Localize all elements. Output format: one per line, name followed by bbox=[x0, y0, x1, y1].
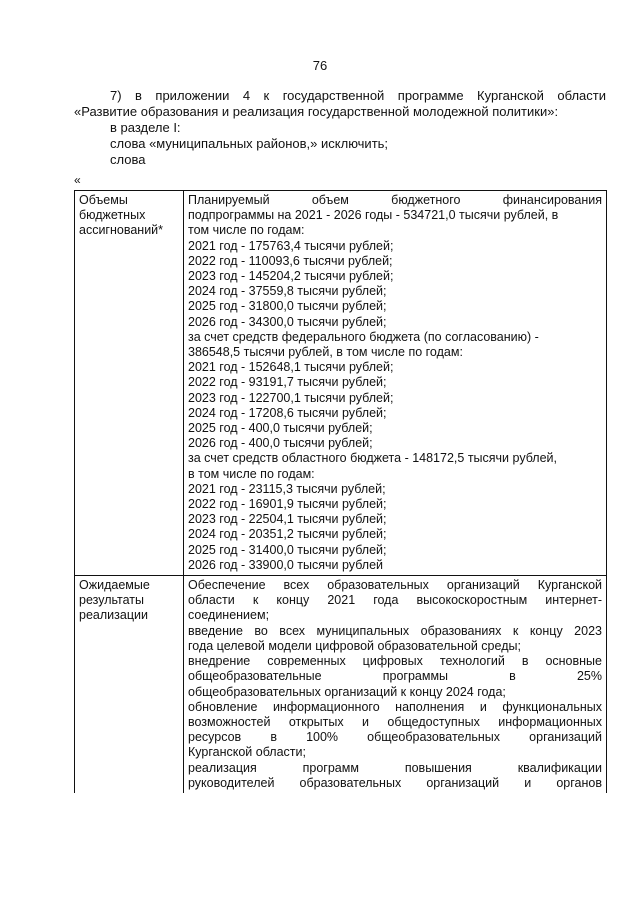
results-content-cell bbox=[184, 576, 607, 793]
results-line: введение во всех муниципальных образованиях к концу 2023 bbox=[188, 623, 602, 638]
results-line: возможностей открытых и общедоступных информационных bbox=[188, 714, 602, 729]
opening-quote: « bbox=[74, 173, 81, 187]
budget-table bbox=[74, 190, 607, 793]
budget-label-cell bbox=[75, 191, 184, 576]
budget-line: 2021 год - 175763,4 тысячи рублей; bbox=[188, 238, 394, 253]
results-label-cell bbox=[75, 576, 184, 793]
budget-line: 2023 год - 145204,2 тысячи рублей; bbox=[188, 269, 394, 284]
table-row-results bbox=[75, 576, 607, 793]
results-line: области к концу 2021 года высокоскоростным интернет- bbox=[188, 593, 602, 608]
results-line: соединением; bbox=[188, 608, 270, 623]
intro-line-5: слова bbox=[110, 152, 146, 167]
results-label-line: результаты bbox=[79, 593, 144, 608]
budget-line: подпрограммы на 2021 - 2026 годы - 534721,0 тысячи рублей, в bbox=[188, 208, 559, 223]
budget-label-line: Объемы bbox=[79, 193, 128, 207]
results-label-line: Ожидаемые bbox=[79, 578, 150, 593]
results-line: руководителей образовательных организаций и органов bbox=[188, 775, 602, 790]
results-line: общеобразовательных организаций к концу 2024 года; bbox=[188, 684, 506, 699]
intro-text bbox=[74, 88, 606, 168]
budget-line: 2022 год - 16901,9 тысячи рублей; bbox=[188, 497, 387, 512]
budget-line: 2026 год - 34300,0 тысячи рублей; bbox=[188, 314, 387, 329]
budget-line: 2023 год - 122700,1 тысячи рублей; bbox=[188, 390, 394, 405]
budget-label-line: бюджетных bbox=[79, 208, 146, 223]
budget-content-cell bbox=[184, 191, 607, 576]
table-row-budget bbox=[75, 191, 607, 576]
results-line: общеобразовательные программы в 25% bbox=[188, 669, 602, 684]
results-line: ресурсов в 100% общеобразовательных организаций bbox=[188, 730, 602, 745]
results-label-line: реализации bbox=[79, 608, 148, 623]
results-line: внедрение современных цифровых технологий в основные bbox=[188, 654, 602, 669]
results-line: обновление информационного наполнения и функциональных bbox=[188, 699, 602, 714]
budget-line: Планируемый объем бюджетного финансирования bbox=[188, 193, 602, 207]
intro-line-3: в разделе I: bbox=[110, 120, 181, 135]
budget-line: 2024 год - 17208,6 тысячи рублей; bbox=[188, 405, 387, 420]
budget-line: 2023 год - 22504,1 тысячи рублей; bbox=[188, 512, 387, 527]
budget-line: 2024 год - 37559,8 тысячи рублей; bbox=[188, 284, 387, 299]
budget-line: 2025 год - 31400,0 тысячи рублей; bbox=[188, 542, 387, 557]
results-line: реализация программ повышения квалификации bbox=[188, 760, 602, 775]
budget-line: за счет средств областного бюджета - 148172,5 тысячи рублей, bbox=[188, 451, 558, 466]
intro-line-4: слова «муниципальных районов,» исключить; bbox=[110, 136, 389, 151]
budget-line: 2025 год - 400,0 тысячи рублей; bbox=[188, 421, 373, 436]
budget-line: 2022 год - 110093,6 тысячи рублей; bbox=[188, 253, 393, 268]
budget-line: 2024 год - 20351,2 тысячи рублей; bbox=[188, 527, 387, 542]
intro-line-2: «Развитие образования и реализация государственной молодежной политики»: bbox=[74, 104, 559, 119]
results-line: Обеспечение всех образовательных организаций Курганской bbox=[188, 578, 602, 593]
budget-line: 2026 год - 400,0 тысячи рублей; bbox=[188, 436, 373, 451]
budget-line: том числе по годам: bbox=[188, 223, 305, 238]
budget-line: 2026 год - 33900,0 тысячи рублей bbox=[188, 557, 384, 572]
budget-line: 2022 год - 93191,7 тысячи рублей; bbox=[188, 375, 387, 390]
page-number: 76 bbox=[312, 58, 328, 73]
budget-line: в том числе по годам: bbox=[188, 466, 315, 481]
intro-line-1: 7) в приложении 4 к государственной программе Курганской области bbox=[110, 88, 606, 103]
budget-label-line: ассигнований* bbox=[79, 223, 164, 238]
budget-line: 386548,5 тысячи рублей, в том числе по годам: bbox=[188, 345, 463, 360]
budget-line: 2025 год - 31800,0 тысячи рублей; bbox=[188, 299, 387, 314]
budget-line: 2021 год - 23115,3 тысячи рублей; bbox=[188, 481, 386, 496]
results-line: года целевой модели цифровой образовательной среды; bbox=[188, 638, 521, 653]
results-line: Курганской области; bbox=[188, 745, 306, 760]
budget-line: 2021 год - 152648,1 тысячи рублей; bbox=[188, 360, 394, 375]
budget-line: за счет средств федерального бюджета (по согласованию) - bbox=[188, 329, 539, 344]
